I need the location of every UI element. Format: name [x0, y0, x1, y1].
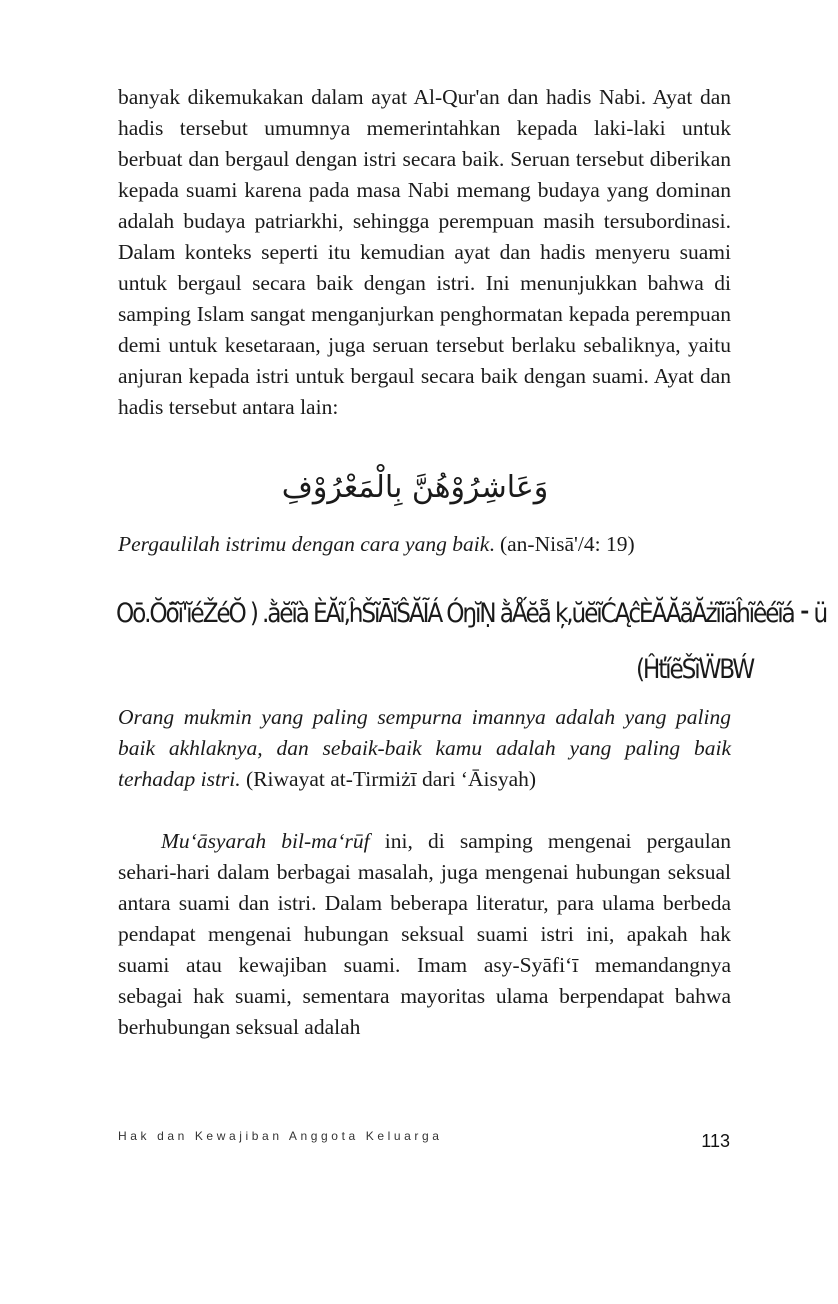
hadith-translation: [118, 702, 731, 795]
body-paragraph-1: [118, 82, 731, 423]
page-number: 113: [701, 1131, 730, 1151]
italic-term: Mu‘āsyarah bil-ma‘rūf: [161, 829, 370, 853]
verse-translation-text: Pergaulilah istrimu dengan cara yang baik: [118, 532, 490, 556]
paragraph-body: ini, di samping mengenai pergaulan sehari-hari dalam berbagai masalah, juga mengenai hubungan seksual antara suami dan istri. Dalam beberapa literatur, para ulama berbeda pendapat mengenai hubungan seksual suami istri ini, apakah hak suami atau kewajiban suami. Imam asy-Syāfi‘ī memandangnya sebagai hak suami, sementara mayoritas ulama berpendapat bahwa berhubungan seksual adalah: [118, 829, 731, 1039]
paragraph-text: banyak dikemukakan dalam ayat Al-Qur'an dan hadis Nabi. Ayat dan hadis tersebut umumnya memerintahkan kepada laki-laki untuk berbuat dan bergaul dengan istri secara baik. Seruan tersebut diberikan kepada suami karena pada masa Nabi memang budaya yang dominan adalah budaya patriarkhi, sehingga perempuan masih tersubordinasi. Dalam konteks seperti itu kemudian ayat dan hadis menyeru suami untuk bergaul secara baik dengan istri. Ini menunjukkan bahwa di samping Islam sangat menganjurkan penghormatan kepada perempuan demi untuk kesetaraan, juga seruan tersebut berlaku sebaliknya, yaitu anjuran kepada istri untuk bergaul secara baik dengan suami. Ayat dan hadis tersebut antara lain:: [118, 85, 731, 419]
quran-verse-arabic: وَعَاشِرُوْهُنَّ بِالْمَعْرُوْفِ: [281, 470, 549, 505]
running-footer-title: Hak dan Kewajiban Anggota Keluarga: [118, 1129, 443, 1143]
paragraph-text: [118, 826, 731, 1043]
verse-reference: . (an-Nisā'/4: 19): [489, 532, 635, 556]
hadith-translation-text: Orang mukmin yang paling sempurna imannya adalah yang paling baik akhlaknya, dan sebaik-baik kamu adalah yang paling baik terhadap istri.: [118, 705, 731, 791]
hadith-reference: (Riwayat at-Tirmiżī dari ‘Āisyah): [240, 767, 537, 791]
hadith-arabic-garbled-line-2: (ĤťíẽŠĩẄBẂ: [636, 654, 754, 685]
body-paragraph-2: [118, 826, 731, 1043]
verse-translation: [118, 529, 731, 560]
hadith-arabic-garbled-line-1: Oō.Ŏō̃ĭ'ĭéŽéŎ ) .ằĕĩà ÈĂĩ,ĥŠĩĀĭŜĂĨÁ ÓŋĭṆ ằǺĕẵ ķ,ŭĕĩĆĄĉÈĂĂãĂżĩĭäĥĩêéĩá ⁃ ü: [116, 598, 827, 629]
